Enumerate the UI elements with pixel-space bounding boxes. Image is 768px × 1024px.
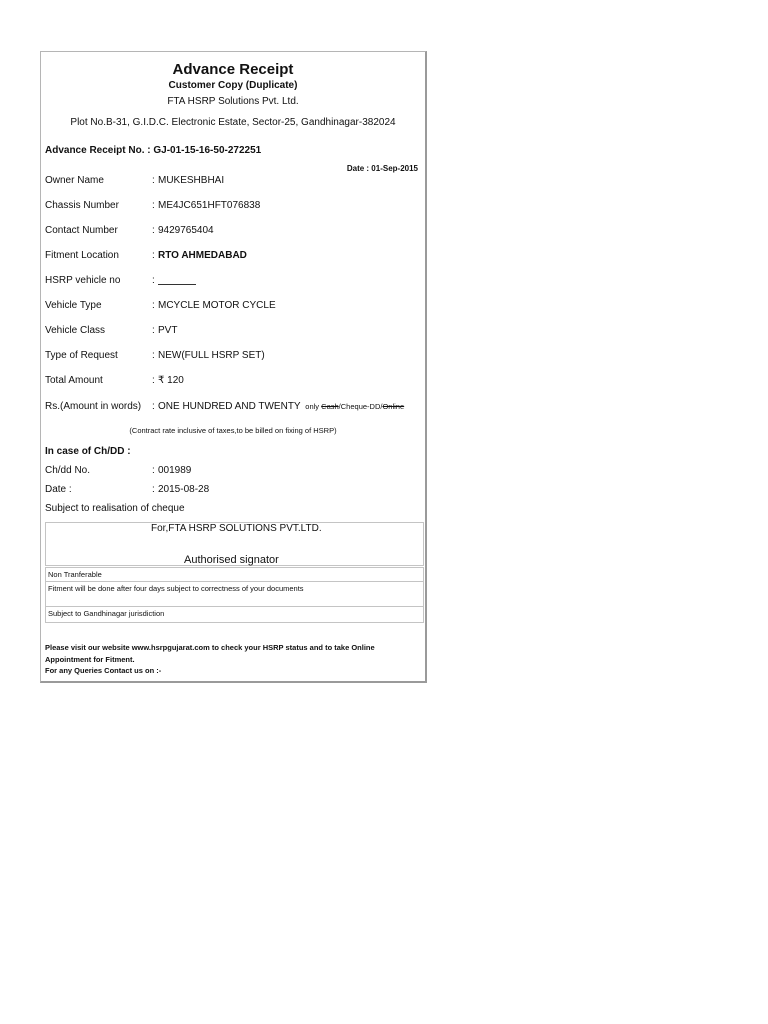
field-value-vehicle-type: MCYCLE MOTOR CYCLE bbox=[158, 300, 276, 311]
note-divider bbox=[46, 581, 423, 582]
field-colon: : bbox=[152, 325, 155, 336]
footer-website-line: Please visit our website www.hsrpgujarat.com to check your HSRP status and to take Online Appointment for Fitment. bbox=[45, 643, 375, 664]
cheque-value-date: 2015-08-28 bbox=[158, 484, 210, 495]
field-value-chassis-number: ME4JC651HFT076838 bbox=[158, 200, 261, 211]
field-colon: : bbox=[152, 225, 155, 236]
cheque-section-heading: In case of Ch/DD : bbox=[45, 446, 131, 457]
field-label-chassis-number: Chassis Number bbox=[45, 200, 119, 211]
cheque-value-number: 001989 bbox=[158, 465, 192, 476]
authorised-signatory: Authorised signator bbox=[184, 554, 279, 566]
cheque-subject-line: Subject to realisation of cheque bbox=[45, 503, 185, 514]
field-colon: : bbox=[152, 200, 155, 211]
field-colon: : bbox=[152, 465, 155, 476]
notes-box bbox=[45, 567, 424, 623]
field-colon: : bbox=[152, 275, 155, 286]
receipt-number: Advance Receipt No. : GJ-01-15-16-50-272251 bbox=[45, 145, 262, 156]
field-label-owner-name: Owner Name bbox=[45, 175, 104, 186]
amount-words: ONE HUNDRED AND TWENTY bbox=[158, 401, 301, 412]
field-colon: : bbox=[152, 484, 155, 495]
receipt-date: Date : 01-Sep-2015 bbox=[346, 164, 418, 173]
note-fitment: Fitment will be done after four days subject to correctness of your documents bbox=[48, 584, 304, 593]
footer-note bbox=[45, 642, 415, 677]
field-label-vehicle-type: Vehicle Type bbox=[45, 300, 102, 311]
note-jurisdiction: Subject to Gandhinagar jurisdiction bbox=[48, 609, 165, 618]
cheque-label-date: Date : bbox=[45, 484, 72, 495]
footer-contact-line: For any Queries Contact us on :- bbox=[45, 666, 162, 675]
field-colon: : bbox=[152, 300, 155, 311]
field-value-type-of-request: NEW(FULL HSRP SET) bbox=[158, 350, 265, 361]
blank-underline bbox=[158, 275, 196, 285]
receipt-document bbox=[40, 51, 427, 683]
copy-label: Customer Copy (Duplicate) bbox=[168, 80, 298, 91]
field-colon: : bbox=[152, 375, 155, 386]
field-value-total-amount: ₹ 120 bbox=[158, 375, 184, 386]
payment-mode bbox=[303, 402, 404, 411]
payment-separator: / bbox=[338, 402, 341, 411]
field-value-vehicle-class: PVT bbox=[158, 325, 178, 336]
signature-for-company: For,FTA HSRP SOLUTIONS PVT.LTD. bbox=[151, 523, 322, 534]
field-label-vehicle-class: Vehicle Class bbox=[45, 325, 106, 336]
company-name: FTA HSRP Solutions Pvt. Ltd. bbox=[167, 96, 299, 107]
field-label-amount-in-words: Rs.(Amount in words) bbox=[45, 401, 142, 412]
payment-only: only bbox=[305, 402, 320, 411]
field-label-contact-number: Contact Number bbox=[45, 225, 118, 236]
note-divider bbox=[46, 606, 423, 607]
field-colon: : bbox=[152, 250, 155, 261]
payment-separator: / bbox=[380, 402, 383, 411]
receipt-title: Advance Receipt bbox=[172, 61, 294, 78]
field-label-fitment-location: Fitment Location bbox=[45, 250, 119, 261]
field-value-hsrp-vehicle-no bbox=[158, 275, 196, 288]
field-colon: : bbox=[152, 175, 155, 186]
contract-note: (Contract rate inclusive of taxes,to be billed on fixing of HSRP) bbox=[129, 426, 337, 435]
field-label-total-amount: Total Amount bbox=[45, 375, 103, 386]
signature-box bbox=[45, 522, 424, 566]
company-address: Plot No.B-31, G.I.D.C. Electronic Estate, Sector-25, Gandhinagar-382024 bbox=[70, 117, 396, 128]
cheque-label-number: Ch/dd No. bbox=[45, 465, 91, 476]
field-colon: : bbox=[152, 401, 155, 412]
payment-cheque-dd: Cheque-DD bbox=[340, 402, 381, 411]
payment-cash: Cash bbox=[321, 402, 339, 411]
field-value-amount-in-words bbox=[158, 401, 404, 412]
note-non-transferable: Non Tranferable bbox=[48, 570, 102, 579]
payment-online: Online bbox=[382, 402, 405, 411]
field-value-contact-number: 9429765404 bbox=[158, 225, 214, 236]
field-colon: : bbox=[152, 350, 155, 361]
field-label-type-of-request: Type of Request bbox=[45, 350, 118, 361]
field-value-owner-name: MUKESHBHAI bbox=[158, 175, 225, 186]
field-label-hsrp-vehicle-no: HSRP vehicle no bbox=[45, 275, 121, 286]
field-value-fitment-location: RTO AHMEDABAD bbox=[158, 250, 247, 261]
